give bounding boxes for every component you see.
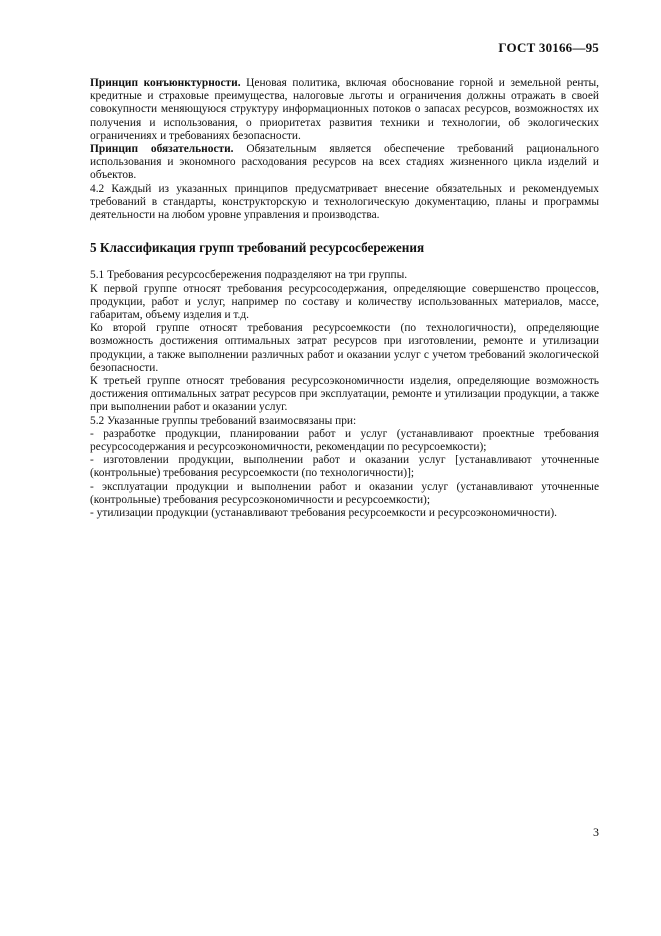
page-number: 3 bbox=[593, 825, 599, 839]
paragraph-principle-conjuncture bbox=[90, 77, 599, 143]
paragraph-principle-obligation bbox=[90, 143, 599, 183]
paragraph-5-2: 5.2 Указанные группы требований взаимосвязаны при: bbox=[90, 414, 357, 427]
paragraph-text: Ценовая политика, включая обоснование горной и земельной ренты, кредитные и страховые преимущества, налоговые льготы и ограничения должны отражать в своей совокупности меняющуюся структуру информационных потоков о запасах ресурсов, возможностях их получения и использования, о приоритетах развития техники и технологии, об экологических ограничениях и требованиях безопасности. bbox=[90, 77, 599, 142]
paragraph-lead: Принцип конъюнктурности. bbox=[90, 77, 241, 89]
paragraph-text: Обязательным является обеспечение требований рационального использования и экономного расходования ресурсов на всех стадиях жизненного цикла изделий и объектов. bbox=[90, 143, 599, 182]
list-item-development: - разработке продукции, планировании работ и услуг (устанавливают проектные требования ресурсосодержания и ресурсоэкономичности, рекомендации по ресурсоемкости); bbox=[90, 427, 599, 454]
section-5-title: 5 Классификация групп требований ресурсосбережения bbox=[90, 240, 425, 256]
paragraph-lead: Принцип обязательности. bbox=[90, 143, 234, 156]
paragraph-4-2: 4.2 Каждый из указанных принципов предусматривает внесение обязательных и рекомендуемых требований в стандарты, конструкторскую и технологическую документацию, планы и программы деятельности на любом уровне управления и производства. bbox=[90, 182, 599, 222]
list-item-utilization: - утилизации продукции (устанавливают требования ресурсоемкости и ресурсоэкономичности). bbox=[90, 507, 558, 520]
document-code: ГОСТ 30166—95 bbox=[498, 40, 599, 55]
paragraph-5-1: 5.1 Требования ресурсосбережения подразделяют на три группы. bbox=[90, 269, 408, 282]
paragraph-group-1: К первой группе относят требования ресурсосодержания, определяющие совершенство процессов, продукции, работ и услуг, например по составу и количеству использованных материалов, массе, габаритам, объему изделия и т.д. bbox=[90, 282, 599, 322]
page-body bbox=[90, 77, 599, 520]
paragraph-group-3: К третьей группе относят требования ресурсоэкономичности изделия, определяющие возможность достижения оптимальных затрат ресурсов при эксплуатации, ремонте и утилизации продукции, а также при выполнении работ и оказании услуг. bbox=[90, 375, 599, 414]
paragraph-group-2: Ко второй группе относят требования ресурсоемкости (по технологичности), определяющие возможность достижения оптимальных затрат ресурсов при изготовлении, ремонте и утилизации продукции, а также выполнении различных работ и оказании услуг с учетом требований экологической безопасности. bbox=[90, 322, 599, 374]
list-item-manufacturing: - изготовлении продукции, выполнении работ и оказании услуг [устанавливают уточненные (контрольные) требования ресурсоемкости (по технологичности)]; bbox=[90, 454, 599, 480]
list-item-operation: - эксплуатации продукции и выполнении работ и оказании услуг (устанавливают уточненные (контрольные) требования ресурсоэкономичности и ресурсоемкости); bbox=[90, 480, 599, 506]
